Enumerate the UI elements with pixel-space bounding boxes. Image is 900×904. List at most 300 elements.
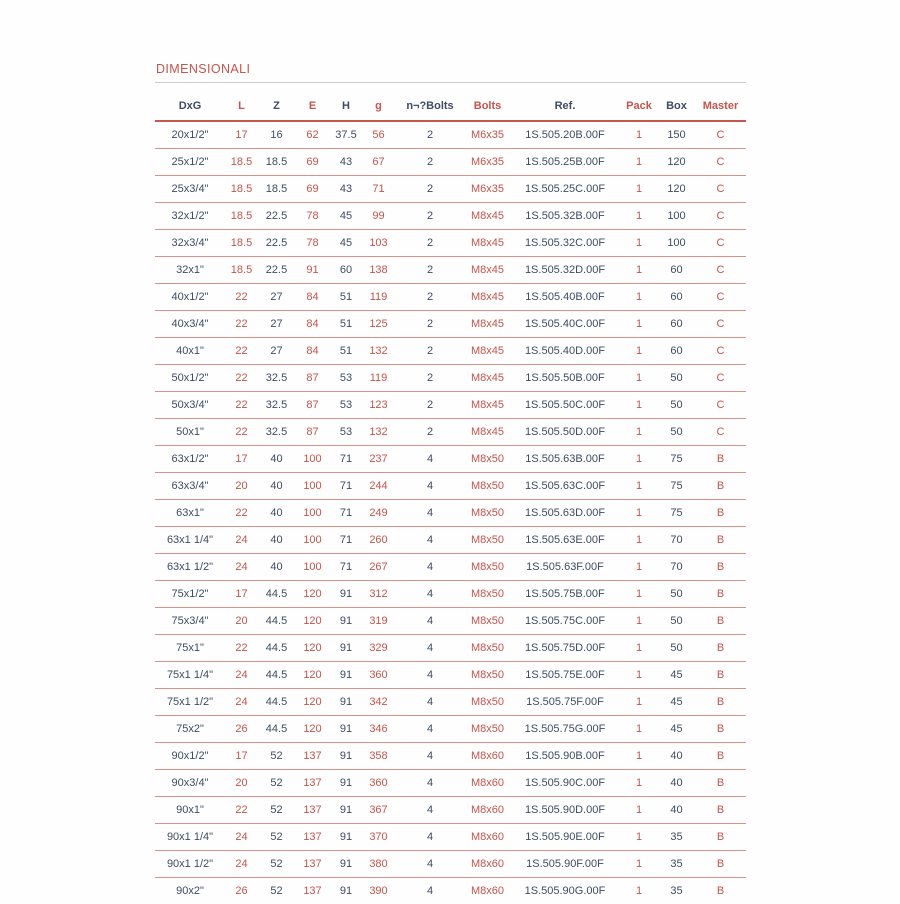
cell-g: 119 [362,284,395,311]
table-row [155,500,746,527]
cell-nbolts: 4 [395,473,465,500]
cell-ref: 1S.505.75G.00F [510,716,620,743]
cell-dxg: 32x1/2" [155,203,225,230]
col-header-nbolts: n¬?Bolts [395,96,465,121]
cell-z: 32.5 [258,392,295,419]
cell-master: C [695,338,746,365]
cell-h: 91 [330,581,362,608]
cell-ref: 1S.505.20B.00F [510,121,620,149]
cell-ref: 1S.505.90D.00F [510,797,620,824]
cell-g: 123 [362,392,395,419]
cell-master: B [695,689,746,716]
cell-dxg: 20x1/2" [155,121,225,149]
cell-bolts: M8x45 [465,419,510,446]
cell-ref: 1S.505.90C.00F [510,770,620,797]
cell-l: 22 [225,284,258,311]
cell-ref: 1S.505.25B.00F [510,149,620,176]
cell-z: 52 [258,743,295,770]
cell-dxg: 50x1" [155,419,225,446]
cell-bolts: M8x60 [465,851,510,878]
cell-pack: 1 [620,392,658,419]
cell-pack: 1 [620,121,658,149]
cell-z: 44.5 [258,689,295,716]
cell-dxg: 50x1/2" [155,365,225,392]
cell-e: 120 [295,689,330,716]
cell-nbolts: 4 [395,770,465,797]
cell-box: 75 [658,473,695,500]
cell-ref: 1S.505.90G.00F [510,878,620,904]
table-row [155,284,746,311]
cell-nbolts: 2 [395,392,465,419]
cell-g: 132 [362,338,395,365]
cell-ref: 1S.505.63C.00F [510,473,620,500]
col-header-g: g [362,96,395,121]
cell-box: 50 [658,581,695,608]
cell-bolts: M8x50 [465,662,510,689]
cell-e: 137 [295,770,330,797]
cell-l: 24 [225,824,258,851]
table-row [155,797,746,824]
cell-z: 52 [258,878,295,904]
cell-dxg: 90x1 1/4" [155,824,225,851]
cell-g: 244 [362,473,395,500]
cell-z: 32.5 [258,419,295,446]
cell-box: 70 [658,554,695,581]
cell-ref: 1S.505.75F.00F [510,689,620,716]
cell-e: 100 [295,527,330,554]
cell-z: 16 [258,121,295,149]
cell-dxg: 90x2" [155,878,225,904]
cell-pack: 1 [620,635,658,662]
cell-box: 50 [658,365,695,392]
cell-bolts: M8x50 [465,608,510,635]
col-header-box: Box [658,96,695,121]
cell-bolts: M8x45 [465,338,510,365]
cell-g: 267 [362,554,395,581]
cell-bolts: M8x60 [465,743,510,770]
cell-nbolts: 4 [395,878,465,904]
cell-g: 367 [362,797,395,824]
cell-bolts: M8x50 [465,500,510,527]
cell-nbolts: 2 [395,284,465,311]
cell-z: 52 [258,824,295,851]
cell-box: 60 [658,257,695,284]
cell-l: 17 [225,446,258,473]
cell-bolts: M6x35 [465,176,510,203]
cell-master: C [695,419,746,446]
col-header-master: Master [695,96,746,121]
cell-h: 91 [330,824,362,851]
cell-g: 119 [362,365,395,392]
cell-pack: 1 [620,338,658,365]
cell-h: 91 [330,608,362,635]
cell-e: 100 [295,473,330,500]
cell-e: 62 [295,121,330,149]
cell-h: 91 [330,878,362,904]
table-row [155,419,746,446]
cell-box: 120 [658,176,695,203]
table-header [155,96,746,121]
cell-nbolts: 2 [395,203,465,230]
cell-e: 84 [295,311,330,338]
cell-master: C [695,311,746,338]
cell-h: 71 [330,554,362,581]
cell-master: B [695,446,746,473]
cell-ref: 1S.505.40C.00F [510,311,620,338]
cell-h: 51 [330,284,362,311]
table-row [155,851,746,878]
table-row [155,365,746,392]
cell-master: C [695,121,746,149]
cell-z: 27 [258,311,295,338]
table-row [155,230,746,257]
cell-g: 360 [362,662,395,689]
cell-nbolts: 4 [395,662,465,689]
cell-z: 18.5 [258,149,295,176]
cell-h: 51 [330,338,362,365]
cell-bolts: M8x50 [465,446,510,473]
table-row [155,121,746,149]
cell-box: 40 [658,770,695,797]
cell-g: 103 [362,230,395,257]
cell-e: 120 [295,635,330,662]
cell-e: 69 [295,176,330,203]
table-row [155,770,746,797]
cell-ref: 1S.505.75E.00F [510,662,620,689]
table-row [155,581,746,608]
cell-e: 87 [295,392,330,419]
cell-g: 237 [362,446,395,473]
cell-box: 60 [658,311,695,338]
cell-l: 22 [225,311,258,338]
cell-h: 53 [330,392,362,419]
cell-bolts: M8x45 [465,230,510,257]
cell-h: 91 [330,689,362,716]
cell-ref: 1S.505.75D.00F [510,635,620,662]
cell-e: 69 [295,149,330,176]
table-row [155,554,746,581]
cell-z: 22.5 [258,257,295,284]
cell-master: B [695,608,746,635]
cell-pack: 1 [620,797,658,824]
cell-master: B [695,797,746,824]
cell-master: C [695,365,746,392]
cell-e: 137 [295,878,330,904]
cell-h: 60 [330,257,362,284]
cell-z: 27 [258,338,295,365]
cell-g: 132 [362,419,395,446]
cell-h: 71 [330,500,362,527]
cell-bolts: M8x45 [465,284,510,311]
cell-pack: 1 [620,851,658,878]
cell-ref: 1S.505.90E.00F [510,824,620,851]
cell-master: C [695,203,746,230]
col-header-h: H [330,96,362,121]
cell-e: 137 [295,743,330,770]
cell-l: 20 [225,770,258,797]
cell-g: 56 [362,121,395,149]
cell-box: 35 [658,851,695,878]
col-header-ref: Ref. [510,96,620,121]
cell-dxg: 63x1 1/4" [155,527,225,554]
cell-h: 71 [330,473,362,500]
cell-nbolts: 2 [395,365,465,392]
cell-dxg: 32x3/4" [155,230,225,257]
cell-bolts: M8x45 [465,311,510,338]
cell-z: 40 [258,446,295,473]
cell-pack: 1 [620,554,658,581]
cell-l: 18.5 [225,176,258,203]
cell-box: 40 [658,797,695,824]
cell-box: 150 [658,121,695,149]
cell-h: 91 [330,635,362,662]
cell-g: 390 [362,878,395,904]
cell-dxg: 25x3/4" [155,176,225,203]
cell-z: 44.5 [258,662,295,689]
cell-e: 120 [295,608,330,635]
table-row [155,662,746,689]
cell-h: 91 [330,770,362,797]
cell-e: 91 [295,257,330,284]
col-header-bolts: Bolts [465,96,510,121]
cell-bolts: M8x50 [465,635,510,662]
cell-box: 35 [658,824,695,851]
cell-pack: 1 [620,743,658,770]
cell-e: 137 [295,851,330,878]
cell-ref: 1S.505.50C.00F [510,392,620,419]
cell-box: 75 [658,446,695,473]
cell-bolts: M8x45 [465,257,510,284]
cell-dxg: 75x2" [155,716,225,743]
cell-dxg: 75x1" [155,635,225,662]
cell-nbolts: 4 [395,743,465,770]
cell-bolts: M8x50 [465,554,510,581]
table-row [155,824,746,851]
cell-master: B [695,770,746,797]
cell-pack: 1 [620,473,658,500]
cell-l: 22 [225,365,258,392]
cell-e: 100 [295,554,330,581]
cell-nbolts: 4 [395,797,465,824]
table-row [155,527,746,554]
cell-master: B [695,716,746,743]
cell-dxg: 63x3/4" [155,473,225,500]
cell-h: 91 [330,797,362,824]
cell-bolts: M8x60 [465,824,510,851]
cell-ref: 1S.505.63F.00F [510,554,620,581]
cell-pack: 1 [620,581,658,608]
table-row [155,257,746,284]
cell-g: 358 [362,743,395,770]
cell-pack: 1 [620,230,658,257]
cell-e: 84 [295,284,330,311]
cell-g: 67 [362,149,395,176]
cell-box: 100 [658,230,695,257]
cell-g: 99 [362,203,395,230]
cell-master: B [695,851,746,878]
table-row [155,743,746,770]
cell-master: B [695,635,746,662]
cell-dxg: 40x1/2" [155,284,225,311]
cell-dxg: 75x3/4" [155,608,225,635]
cell-e: 120 [295,662,330,689]
cell-z: 44.5 [258,716,295,743]
cell-box: 45 [658,716,695,743]
cell-g: 342 [362,689,395,716]
cell-nbolts: 4 [395,689,465,716]
cell-dxg: 32x1" [155,257,225,284]
cell-h: 37.5 [330,121,362,149]
cell-ref: 1S.505.40B.00F [510,284,620,311]
cell-g: 260 [362,527,395,554]
cell-h: 91 [330,662,362,689]
cell-bolts: M6x35 [465,149,510,176]
cell-h: 53 [330,419,362,446]
cell-ref: 1S.505.40D.00F [510,338,620,365]
cell-bolts: M6x35 [465,121,510,149]
cell-dxg: 90x1 1/2" [155,851,225,878]
cell-bolts: M8x60 [465,797,510,824]
cell-l: 26 [225,878,258,904]
cell-g: 370 [362,824,395,851]
cell-ref: 1S.505.63B.00F [510,446,620,473]
page-title: DIMENSIONALI [156,62,746,76]
cell-h: 71 [330,446,362,473]
table-row [155,473,746,500]
cell-bolts: M8x50 [465,716,510,743]
cell-ref: 1S.505.63E.00F [510,527,620,554]
cell-h: 71 [330,527,362,554]
cell-nbolts: 2 [395,149,465,176]
cell-nbolts: 2 [395,176,465,203]
cell-pack: 1 [620,257,658,284]
cell-master: B [695,527,746,554]
cell-e: 120 [295,581,330,608]
cell-nbolts: 2 [395,121,465,149]
cell-ref: 1S.505.90B.00F [510,743,620,770]
cell-l: 22 [225,419,258,446]
cell-bolts: M8x50 [465,527,510,554]
cell-l: 20 [225,608,258,635]
cell-master: C [695,284,746,311]
cell-g: 249 [362,500,395,527]
cell-h: 43 [330,176,362,203]
cell-z: 52 [258,770,295,797]
table-row [155,689,746,716]
cell-pack: 1 [620,608,658,635]
cell-box: 50 [658,392,695,419]
cell-nbolts: 4 [395,851,465,878]
cell-nbolts: 4 [395,635,465,662]
cell-pack: 1 [620,419,658,446]
cell-nbolts: 2 [395,257,465,284]
cell-l: 24 [225,689,258,716]
cell-master: B [695,743,746,770]
cell-pack: 1 [620,446,658,473]
header-row [155,96,746,121]
table-row [155,392,746,419]
cell-g: 125 [362,311,395,338]
table-row [155,608,746,635]
cell-z: 40 [258,527,295,554]
table-row [155,446,746,473]
cell-pack: 1 [620,176,658,203]
cell-box: 50 [658,635,695,662]
cell-g: 360 [362,770,395,797]
cell-h: 45 [330,203,362,230]
cell-master: B [695,554,746,581]
cell-bolts: M8x45 [465,365,510,392]
cell-l: 24 [225,554,258,581]
cell-e: 78 [295,230,330,257]
cell-l: 24 [225,662,258,689]
cell-nbolts: 4 [395,608,465,635]
cell-master: B [695,824,746,851]
cell-pack: 1 [620,878,658,904]
table-body [155,121,746,904]
cell-bolts: M8x50 [465,581,510,608]
cell-dxg: 75x1 1/4" [155,662,225,689]
table-row [155,149,746,176]
cell-ref: 1S.505.75C.00F [510,608,620,635]
cell-box: 50 [658,419,695,446]
cell-l: 24 [225,851,258,878]
cell-master: B [695,581,746,608]
cell-nbolts: 2 [395,419,465,446]
table-row [155,716,746,743]
cell-pack: 1 [620,203,658,230]
cell-e: 100 [295,500,330,527]
cell-pack: 1 [620,500,658,527]
cell-z: 40 [258,554,295,581]
table-row [155,311,746,338]
cell-bolts: M8x45 [465,203,510,230]
cell-pack: 1 [620,284,658,311]
cell-h: 91 [330,743,362,770]
cell-z: 52 [258,851,295,878]
cell-e: 78 [295,203,330,230]
cell-nbolts: 4 [395,716,465,743]
cell-nbolts: 4 [395,824,465,851]
cell-e: 84 [295,338,330,365]
cell-z: 52 [258,797,295,824]
title-rule [155,82,746,83]
cell-dxg: 75x1/2" [155,581,225,608]
cell-ref: 1S.505.25C.00F [510,176,620,203]
cell-z: 22.5 [258,203,295,230]
col-header-l: L [225,96,258,121]
cell-box: 40 [658,743,695,770]
cell-h: 91 [330,716,362,743]
cell-dxg: 90x1/2" [155,743,225,770]
dimension-table [155,96,746,904]
cell-box: 45 [658,689,695,716]
cell-dxg: 40x3/4" [155,311,225,338]
cell-z: 44.5 [258,635,295,662]
cell-dxg: 63x1/2" [155,446,225,473]
cell-g: 380 [362,851,395,878]
cell-pack: 1 [620,149,658,176]
cell-l: 17 [225,581,258,608]
cell-box: 60 [658,338,695,365]
cell-z: 40 [258,473,295,500]
cell-pack: 1 [620,824,658,851]
cell-bolts: M8x60 [465,878,510,904]
catalog-page [155,62,746,904]
table-row [155,635,746,662]
table-row [155,338,746,365]
cell-l: 18.5 [225,203,258,230]
